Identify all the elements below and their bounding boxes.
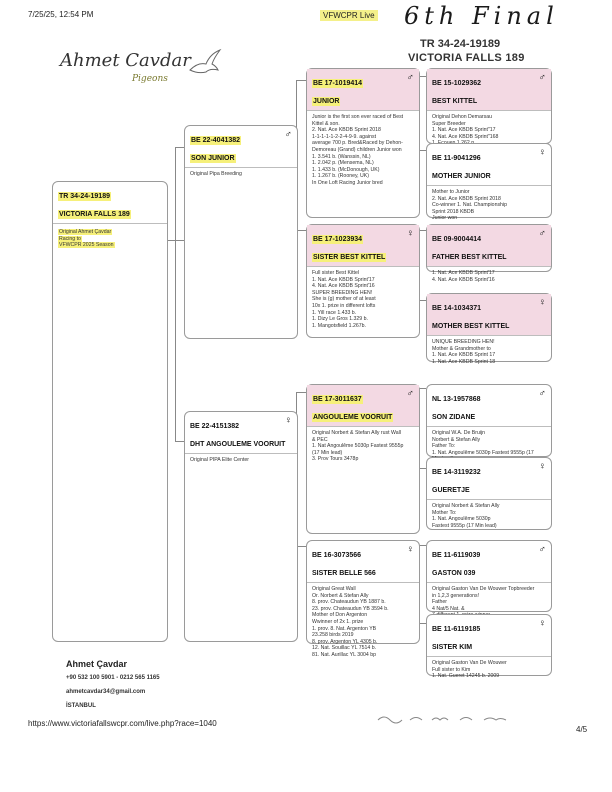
card-header (427, 541, 551, 583)
pedigree-card-dam-dam (306, 540, 420, 658)
note-line: Original PIPA Elite Center (190, 457, 250, 463)
site-title: VFWCPR Live (320, 10, 378, 21)
note-line: & PEC (312, 436, 328, 443)
note-line: Kittel & son. (312, 120, 340, 127)
handwritten-scribble (376, 712, 516, 724)
ring-number: TR 34-24-19189 (59, 193, 110, 200)
card-notes (427, 500, 551, 532)
pigeon-name: GUERETJE (432, 487, 470, 494)
card-notes (427, 657, 551, 683)
logo-subtext: Pigeons (132, 74, 168, 84)
note-line: Original Gaston Van De Wouwer (432, 660, 507, 666)
note-line: 1. Nat. Ace KBDB Sprint 18 (432, 358, 496, 365)
note-line: Father To: (432, 443, 456, 450)
ring-number: BE 16-3073566 (312, 552, 362, 559)
pigeon-name: FATHER BEST KITTEL (432, 254, 507, 261)
note-line: 23. prov. Chateaudun YB 3594 b. (312, 605, 389, 612)
note-line: Original Gaston Van De Wouwer Topbreeder (432, 586, 535, 592)
note-line: Demoreau (Grand) children Junior won (312, 146, 402, 153)
note-line: VFWCPR 2025 Season (59, 242, 114, 249)
card-notes (427, 267, 551, 286)
ring-number: NL 13-1957868 (432, 396, 481, 403)
note-line: 1. Nat. Angoulême 5030p (432, 516, 491, 523)
note-line: 1. Nat Angoulême 5030p Fastest 9555p (312, 443, 404, 450)
note-line: 2. Nat. Ace KBDB Sprint 2018 (432, 195, 501, 202)
note-line: average 700 p. Bred&Raced by Dehon- (312, 140, 403, 147)
connector (296, 80, 306, 81)
loft-logo (56, 48, 226, 92)
note-line: Mother To: (432, 509, 457, 516)
dove-icon (188, 48, 222, 78)
note-line: Original Great Wall (312, 586, 356, 592)
note-line: 4. Nat. Ace KBDB Sprint'16 (312, 283, 375, 290)
note-line: 1. Nat. Ace KBDB Sprint'17 (432, 270, 495, 276)
male-icon: ♂ (538, 72, 546, 83)
male-icon: ♂ (538, 544, 546, 555)
card-header (427, 144, 551, 186)
card-header (427, 225, 551, 267)
pigeon-name: BEST KITTEL (432, 98, 478, 105)
note-line: Mother of Don Argenton (312, 612, 368, 619)
card-header (427, 615, 551, 657)
card-header (307, 385, 419, 427)
ring-number: BE 11-6119039 (432, 552, 481, 559)
note-line: In One Loft Racing Junior bred (312, 179, 383, 186)
note-line: 1. 2.042 p. (Mensema, NL) (312, 160, 374, 167)
pigeon-name: ANGOULEME VOORUIT (313, 414, 393, 421)
note-line: 1. Nat. Ace KBDB Sprint 17 (432, 352, 496, 359)
female-icon: ♀ (284, 415, 292, 426)
male-icon: ♂ (538, 388, 546, 399)
card-header (427, 294, 551, 336)
female-icon: ♀ (406, 544, 414, 555)
note-line: 8. prov. Chateaudun YB 1887 b. (312, 599, 386, 606)
card-header (427, 458, 551, 500)
breeder-name: Ahmet Çavdar (66, 659, 128, 669)
pedigree-card-dds (426, 540, 552, 612)
note-line: Racing to (59, 235, 81, 242)
note-line: Or. Norbert & Stefan Ally (312, 592, 369, 599)
note-line: UNIQUE BREEDING HEN! (432, 339, 495, 345)
note-line: 4. Nat. Ace KBDB Sprint'16 (432, 276, 495, 283)
ring-number: BE 14-3119232 (432, 469, 481, 476)
note-line: 23.258 birds 2019 (312, 632, 354, 639)
pedigree-card-ssd (426, 143, 552, 222)
note-line: 1. Nat. Angoulême 5030p Fastest 9555p (17 (432, 449, 534, 456)
card-notes (307, 583, 419, 662)
pedigree-card-sds (426, 224, 552, 283)
note-line: 1. Nat. Ace KBDB Sprint"17 (432, 127, 496, 134)
card-header (53, 182, 167, 224)
note-line: Original Norbert & Stefan Ally rust Wall (312, 430, 401, 436)
note-line: in 1,2,3 generations! (432, 592, 480, 599)
connector (175, 147, 184, 148)
card-notes (185, 168, 297, 181)
note-line: Original Dehon Demarsau (432, 114, 492, 120)
note-line: 1. Yill race 1.433 b. (312, 309, 357, 316)
card-notes (307, 111, 419, 190)
breeder-email: ahmetcavdar34@gmail.com (66, 689, 146, 695)
female-icon: ♀ (538, 618, 546, 629)
handwritten-note: 6th Final (404, 2, 559, 30)
card-header (307, 69, 419, 111)
note-line: Father (432, 599, 447, 606)
pedigree-card-dam-sire (306, 384, 420, 534)
note-line: Original Ahmet Çavdar (59, 229, 112, 235)
ring-number: BE 17-3011637 (313, 396, 362, 403)
ring-number: BE 09-9004414 (432, 236, 482, 243)
male-icon: ♂ (406, 388, 414, 399)
note-line: 4. Nat. Ace KBDB Sprint"168 (432, 133, 499, 140)
pigeon-name: SISTER KIM (432, 644, 473, 651)
pigeon-name: SON JUNIOR (191, 155, 235, 162)
pigeon-name: VICTORIA FALLS 189 (408, 52, 525, 64)
pedigree-card-sire (184, 125, 298, 339)
ring-number: BE 11-6119185 (432, 626, 481, 633)
card-header (307, 541, 419, 583)
card-notes (427, 336, 551, 368)
card-header (185, 126, 297, 168)
note-line: Super Breeder (432, 120, 466, 127)
pigeon-name: DHT ANGOULEME VOORUIT (190, 441, 286, 448)
female-icon: ♀ (538, 297, 546, 308)
note-line: 1. Mangotsfield 1.267b. (312, 322, 366, 329)
breeder-phone: +90 532 100 5901 - 0212 565 1165 (66, 675, 160, 681)
pigeon-name: SON ZIDANE (432, 414, 476, 421)
pedigree-card-subject (52, 181, 168, 642)
note-line: 1. 1.267 b. (Rooney, UK) (312, 173, 369, 180)
pedigree-card-dam (184, 411, 298, 642)
pigeon-name: GASTON 039 (432, 570, 476, 577)
note-line: 12. Nat. Souillac YL 7514 b. (312, 645, 377, 652)
male-icon: ♂ (406, 72, 414, 83)
connector (296, 392, 306, 393)
note-line: 3. Prov Tours 3478p (312, 456, 359, 463)
note-line: SUPER BREEDING HEN! (312, 289, 373, 296)
male-icon: ♂ (538, 228, 546, 239)
page-url: https://www.victoriafallswcpr.com/live.php?race=1040 (28, 719, 217, 728)
note-line: (17 Min lead) (312, 449, 343, 456)
note-line: She is (g) mother of at least (312, 296, 376, 303)
note-line: 1. 1.433 b. (McDonough, UK) (312, 166, 380, 173)
card-header (427, 69, 551, 111)
print-date: 7/25/25, 12:54 PM (28, 10, 94, 19)
note-line: Junior is the first son ever raced of Best (312, 114, 404, 120)
note-line: Norbert & Stefan Ally (432, 436, 481, 443)
note-line: 1. Nat. Ace KBDB Sprint'17 (312, 276, 375, 283)
ring-number: BE 22-4041382 (191, 137, 241, 144)
female-icon: ♀ (538, 461, 546, 472)
note-line: Wwinner of 2x 1. prize (312, 618, 364, 625)
pedigree-card-sdd (426, 293, 552, 365)
pedigree-card-sss (426, 68, 552, 144)
pigeon-name: SISTER BEST KITTEL (313, 254, 386, 261)
note-line: 8. prov. Argenton YL 4305 b. (312, 638, 378, 645)
note-line: 1. Nat. Gueret 14245 b. 2009 (432, 673, 500, 680)
note-line: Original Pipa Breeding (190, 171, 242, 177)
note-line: Junior won (432, 215, 458, 222)
card-notes (53, 224, 167, 252)
ring-number: BE 15-1029362 (432, 80, 482, 87)
pedigree-card-dsd (426, 457, 552, 530)
card-header (427, 385, 551, 427)
note-line: 1. Dizy Le Gros 1.329 b. (312, 316, 368, 323)
pigeon-name: JUNIOR (313, 98, 340, 105)
card-notes (185, 454, 297, 467)
ring-number: BE 11-9041296 (432, 155, 481, 162)
ring-number: BE 17-1023934 (313, 236, 363, 243)
note-line: Mother to Junior (432, 189, 470, 195)
note-line: 4 Nat/5 Nat. & (432, 605, 465, 612)
pigeon-name: SISTER BELLE 566 (312, 570, 376, 577)
pedigree-card-dss (426, 384, 552, 457)
pedigree-card-ddd (426, 614, 552, 680)
female-icon: ♀ (406, 228, 414, 239)
breeder-city: İSTANBUL (66, 703, 96, 709)
logo-text: Ahmet Cavdar (60, 50, 191, 71)
note-line: Full sister Best Kittel (312, 270, 359, 276)
note-line: 1. 3.541 b. (Wanssin, NL) (312, 153, 371, 160)
card-notes (427, 186, 551, 225)
note-line: Sprint 2018 KBDB (432, 208, 475, 215)
connector (175, 441, 184, 442)
female-icon: ♀ (538, 147, 546, 158)
note-line: 10x 1. prize in different lofts (312, 302, 376, 309)
note-line: Original Norbert & Stefan Ally (432, 503, 500, 509)
ring-number: BE 14-1034371 (432, 305, 482, 312)
note-line: 1-1-1-1-1-2-2-4-9-9. against (312, 133, 377, 140)
page-number: 4/5 (576, 725, 588, 734)
pigeon-ring-number: TR 34-24-19189 (420, 38, 501, 50)
card-header (185, 412, 297, 454)
card-notes (307, 427, 419, 466)
note-line: Fastest 9555p (17 Min lead) (432, 522, 497, 529)
pigeon-name: MOTHER BEST KITTEL (432, 323, 510, 330)
ring-number: BE 17-1019414 (313, 80, 363, 87)
note-line: Full sister to Kim (432, 666, 471, 673)
pedigree-card-sire-sire (306, 68, 420, 218)
note-line: Mother & Grandmother to (432, 345, 491, 352)
ring-number: BE 22-4151382 (190, 423, 240, 430)
pigeon-name: VICTORIA FALLS 189 (59, 211, 130, 218)
note-line: 1. prov. 8. Nat. Argenton YB (312, 625, 377, 632)
note-line: Original W.A. De Bruijn (432, 430, 486, 436)
card-header (307, 225, 419, 267)
note-line: 2. Nat. Ace KBDB Sprint 2018 (312, 127, 381, 134)
pedigree-card-sire-dam (306, 224, 420, 338)
card-notes (307, 267, 419, 332)
pigeon-name: MOTHER JUNIOR (432, 173, 491, 180)
note-line: 81. Nat. Aurillac YL 3004 bp (312, 651, 377, 658)
note-line: Co-winner 1. Nat. Championship (432, 202, 507, 209)
male-icon: ♂ (284, 129, 292, 140)
